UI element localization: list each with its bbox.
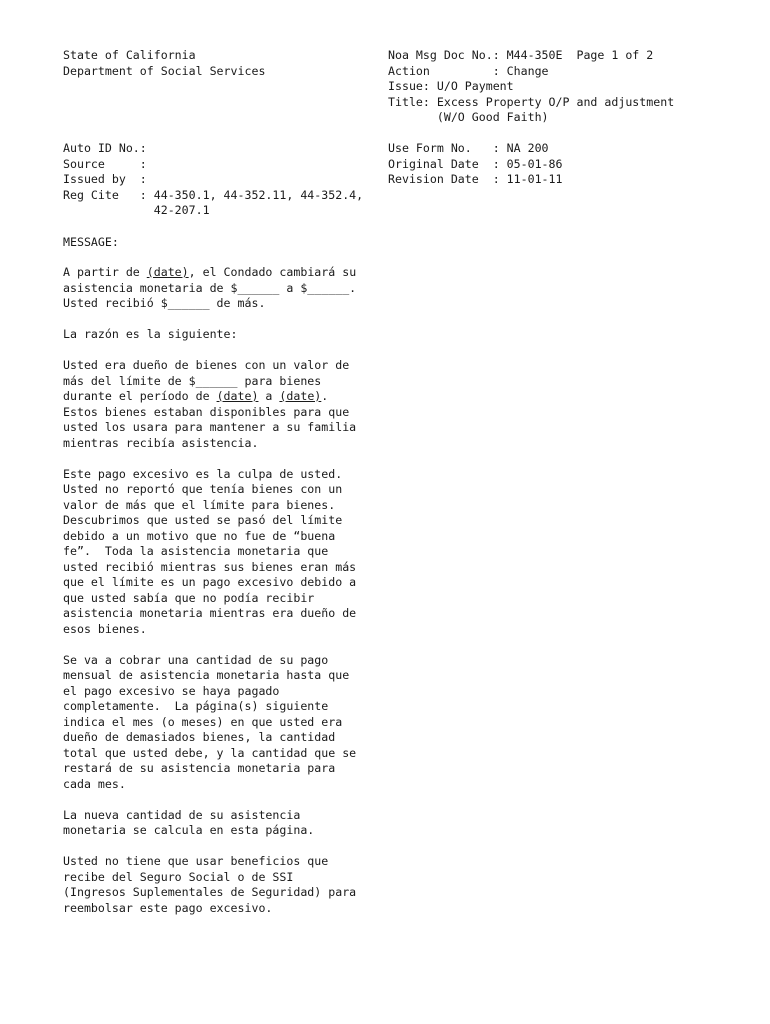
title-line-continued: (W/O Good Faith) — [388, 110, 549, 124]
date-placeholder: (date) — [279, 389, 322, 403]
text-fragment: , el Condado cambiará su — [188, 265, 357, 279]
title-line: Title: Excess Property O/P and adjustment — [388, 95, 675, 109]
message-heading: MESSAGE: — [63, 235, 119, 249]
text-fragment: durante el período de — [63, 389, 217, 403]
message-line: total que usted debe, y la cantidad que se — [63, 746, 357, 760]
message-line: reembolsar este pago excesivo. — [63, 901, 273, 915]
original-date-field: Original Date : 05-01-86 — [388, 157, 563, 171]
message-line: valor de más que el límite para bienes. — [63, 498, 336, 512]
message-line: que usted sabía que no podía recibir — [63, 591, 315, 605]
message-line: Descubrimos que usted se pasó del límite — [63, 513, 343, 527]
message-line: más del límite de $______ para bienes — [63, 374, 322, 388]
message-line: La nueva cantidad de su asistencia — [63, 808, 301, 822]
revision-date-field: Revision Date : 11-01-11 — [388, 172, 563, 186]
text-fragment: a — [258, 389, 280, 403]
text-fragment: . — [321, 389, 329, 403]
message-line: Usted era dueño de bienes con un valor de — [63, 358, 350, 372]
doc-number-line: Noa Msg Doc No.: M44-350E Page 1 of 2 — [388, 48, 654, 62]
message-line: indica el mes (o meses) en que usted era — [63, 715, 343, 729]
message-line: debido a un motivo que no fue de “buena — [63, 529, 336, 543]
message-line: dueño de demasiados bienes, la cantidad — [63, 730, 336, 744]
message-line: Estos bienes estaban disponibles para que — [63, 405, 350, 419]
message-line: La razón es la siguiente: — [63, 327, 238, 341]
message-line: (Ingresos Suplementales de Seguridad) para — [63, 885, 357, 899]
message-line: esos bienes. — [63, 622, 147, 636]
auto-id-field: Auto ID No.: — [63, 141, 147, 155]
source-field: Source : — [63, 157, 147, 171]
text-fragment: A partir de — [63, 265, 147, 279]
agency-name: State of California — [63, 48, 196, 62]
message-line: usted recibió mientras sus bienes eran más — [63, 560, 357, 574]
reg-cite-continued: 42-207.1 — [63, 203, 210, 217]
message-line — [63, 389, 328, 404]
message-line: restará de su asistencia monetaria para — [63, 761, 336, 775]
message-line: Usted no tiene que usar beneficios que — [63, 854, 329, 868]
message-line: Usted no reportó que tenía bienes con un — [63, 482, 343, 496]
message-line: mensual de asistencia monetaria hasta que — [63, 668, 350, 682]
issue-line: Issue: U/O Payment — [388, 79, 514, 93]
message-line: mientras recibía asistencia. — [63, 436, 259, 450]
message-line: monetaria se calcula en esta página. — [63, 823, 315, 837]
message-line: que el límite es un pago excesivo debido a — [63, 575, 357, 589]
message-line: Este pago excesivo es la culpa de usted. — [63, 467, 343, 481]
message-line: asistencia monetaria de $______ a $______. — [63, 281, 357, 295]
message-line: recibe del Seguro Social o de SSI — [63, 870, 294, 884]
issued-by-field: Issued by : — [63, 172, 147, 186]
message-line: cada mes. — [63, 777, 126, 791]
message-line — [63, 265, 356, 280]
use-form-field: Use Form No. : NA 200 — [388, 141, 549, 155]
message-line: fe”. Toda la asistencia monetaria que — [63, 544, 329, 558]
message-line: asistencia monetaria mientras era dueño de — [63, 606, 357, 620]
message-line: usted los usara para mantener a su familia — [63, 420, 357, 434]
message-line: Se va a cobrar una cantidad de su pago — [63, 653, 329, 667]
date-placeholder: (date) — [146, 265, 189, 279]
action-line: Action : Change — [388, 64, 549, 78]
message-line: Usted recibió $______ de más. — [63, 296, 266, 310]
message-line: el pago excesivo se haya pagado — [63, 684, 280, 698]
department-name: Department of Social Services — [63, 64, 266, 78]
message-line: completamente. La página(s) siguiente — [63, 699, 329, 713]
date-placeholder: (date) — [216, 389, 259, 403]
reg-cite-field: Reg Cite : 44-350.1, 44-352.11, 44-352.4, — [63, 188, 364, 202]
